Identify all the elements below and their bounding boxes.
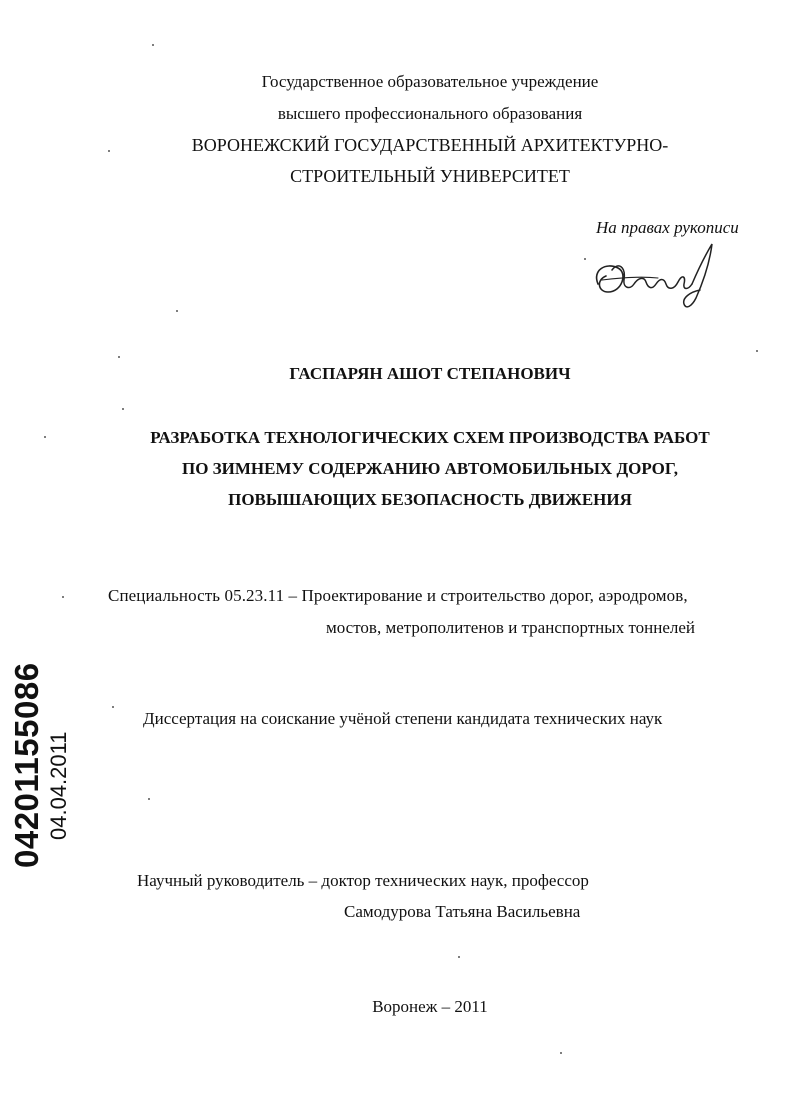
- scan-speck: [44, 436, 46, 438]
- library-stamp-date: 04.04.2011: [46, 731, 71, 840]
- scan-speck: [584, 258, 586, 260]
- specialty-line-2: мостов, метрополитенов и транспортных тоннелей: [326, 618, 696, 637]
- scan-speck: [108, 150, 110, 152]
- institution-line-3: ВОРОНЕЖСКИЙ ГОСУДАРСТВЕННЫЙ АРХИТЕКТУРНО-: [191, 135, 669, 155]
- library-stamp: [8, 662, 72, 868]
- institution-line-1: Государственное образовательное учреждение: [261, 72, 599, 91]
- title-line-3: ПОВЫШАЮЩИХ БЕЗОПАСНОСТЬ ДВИЖЕНИЯ: [228, 490, 632, 509]
- author-name: ГАСПАРЯН АШОТ СТЕПАНОВИЧ: [289, 364, 571, 383]
- scan-speck: [152, 44, 154, 46]
- scan-speck: [176, 310, 178, 312]
- handwritten-signature-icon: [588, 240, 718, 320]
- supervisor-line-1: Научный руководитель – доктор технических наук, профессор: [137, 871, 589, 890]
- scan-speck: [62, 596, 64, 598]
- scan-speck: [122, 408, 124, 410]
- title-line-1: РАЗРАБОТКА ТЕХНОЛОГИЧЕСКИХ СХЕМ ПРОИЗВОДСТВА РАБОТ: [150, 428, 710, 447]
- library-stamp-number: 04201155086: [8, 662, 45, 868]
- scan-speck: [112, 706, 114, 708]
- institution-line-2: высшего профессионального образования: [277, 104, 583, 123]
- specialty-line-1: Специальность 05.23.11 – Проектирование и строительство дорог, аэродромов,: [108, 586, 688, 605]
- scan-speck: [458, 956, 460, 958]
- rights-note: На правах рукописи: [596, 218, 739, 237]
- scan-speck: [148, 798, 150, 800]
- institution-line-4: СТРОИТЕЛЬНЫЙ УНИВЕРСИТЕТ: [290, 166, 570, 186]
- dissertation-degree: Диссертация на соискание учёной степени кандидата технических наук: [143, 709, 663, 728]
- title-line-2: ПО ЗИМНЕМУ СОДЕРЖАНИЮ АВТОМОБИЛЬНЫХ ДОРОГ,: [181, 459, 679, 478]
- city-year: Воронеж – 2011: [372, 997, 488, 1016]
- supervisor-line-2: Самодурова Татьяна Васильевна: [344, 902, 581, 921]
- scan-speck: [756, 350, 758, 352]
- scan-speck: [560, 1052, 562, 1054]
- scan-speck: [118, 356, 120, 358]
